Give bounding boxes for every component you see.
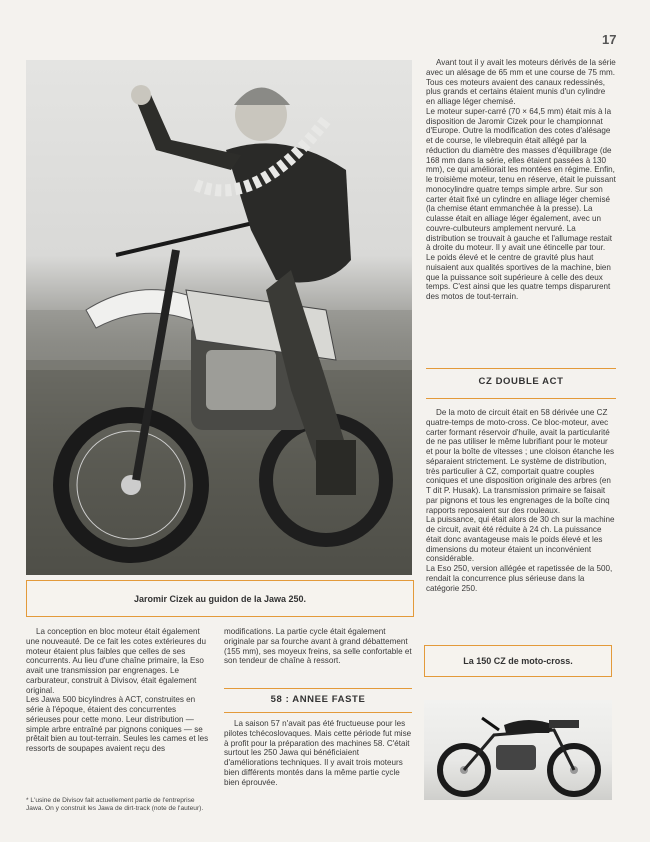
heading-cz-double-act: CZ DOUBLE ACT bbox=[478, 376, 564, 387]
small-photo-caption: La 150 CZ de moto-cross. bbox=[424, 645, 612, 677]
middle-column-text-top: modifications. La partie cycle était également originale par sa fourche avant à grand débattement (155 mm), ses moyeux freins, sa selle confortable et son tendeur de chaîne à ressort. bbox=[224, 627, 412, 666]
main-photo-caption: Jaromir Cizek au guidon de la Jawa 250. bbox=[26, 580, 414, 617]
right-column-text-upper: Avant tout il y avait les moteurs dérivés de la série avec un alésage de 65 mm et une course de 75 mm. Tous ces moteurs avaient des canaux redessinés, plus grands et certains étaient munis d'un cylindre en alliage léger chemisé. Le moteur super-carré (70 × 64,5 mm) était mis à la disposition de Jaromir Cizek pour le championnat d'Europe. Outre la modification des cotes d'alésage et de course, le vilebrequin était allégé par la réduction du diamètre des masses d'équilibrage (de 168 mm dans la série, elles étaient passées à 130 mm), ce qui améliorait les montées en régime. Enfin, le troisième moteur, tenu en réserve, était le puissant monocylindre quatre temps simple arbre. Sur son carter était fixé un cylindre en alliage léger chemisé (la chemise étant emmanchée à la presse). La culasse était en alliage léger également, avec un couvre-culbuteurs amplement nervuré. La distribution se trouvait à gauche et l'allumage restait à droite du moteur. Il y avait une étincelle par tour. Le poids élevé et le centre de gravité plus haut nuisaient aux qualités sportives de la machine, bien que la puissance soit supérieure à celle des deux temps. C'est ainsi que les quatre temps disparurent des motos de tout-terrain. bbox=[426, 58, 616, 301]
left-column-text: La conception en bloc moteur était également une nouveauté. De ce fait les cotes extérieures du moteur étaient plus faibles que celles de ses concurrents. Au lieu d'une chaîne primaire, la Eso avait une transmission par engrenages. Le carburateur, construit à Divisov, était également original. Les Jawa 500 bicylindres à ACT, construites en série à l'époque, étaient des concurrentes sérieuses pour cette mono. Leur distribution — simple arbre entraîné par pignons coniques — se prêtait bien au tout-terrain. Seules les cames et les ressorts de soupapes avaient reçu des bbox=[26, 627, 209, 753]
rider-on-motorcycle-illustration bbox=[26, 60, 412, 575]
heading-58-annee-faste: 58 : ANNEE FASTE bbox=[270, 694, 366, 705]
section-rule-top bbox=[426, 368, 616, 369]
right-column-text-cz: De la moto de circuit était en 58 dérivée une CZ quatre-temps de moto-cross. Ce bloc-moteur, avec carter formant réservoir d'huile, avait la particularité de ne pas utiliser le même lubrifiant pour le moteur et pour la boîte de vitesses ; une cloison étanche les séparaient strictement. Le système de distribution, très particulier à CZ, comportait quatre couples coniques et une disposition originale des arbres (en T dit P. Husak). La transmission primaire se faisait par pignons et tous les engrenages de la boîte cinq rapports reposaient sur des rouleaux. La puissance, qui était alors de 30 ch sur la machine de circuit, avait été réduite à 24 ch. La puissance était donc avantageuse mais le poids élevé et les dimensions du moteur étaient un inconvénient considérable. La Eso 250, version allégée et rapetissée de la 500, rendait la concurrence plus sérieuse dans la catégorie 250. bbox=[426, 408, 615, 593]
section-rule-bottom bbox=[426, 398, 616, 399]
middle-rule-bottom bbox=[224, 712, 412, 713]
middle-column-text-58: La saison 57 n'avait pas été fructueuse pour les pilotes tchécoslovaques. Mais cette période fut mise à profit pour la préparation des machines 58. C'était surtout les 250 Jawa qui bénéficiaient d'améliorations techniques. Il y avait trois moteurs bien différents montés dans la même partie cycle bien éprouvée. bbox=[224, 719, 412, 787]
footnote: * L'usine de Divisov fait actuellement partie de l'entreprise Jawa. On y construit les Jawa de dirt-track (note de l'auteur). bbox=[26, 797, 204, 812]
middle-rule-top bbox=[224, 688, 412, 689]
motorcycle-illustration bbox=[424, 700, 612, 800]
page-number: 17 bbox=[602, 32, 617, 47]
main-photo bbox=[26, 60, 412, 575]
cz-150-photo bbox=[424, 700, 612, 800]
